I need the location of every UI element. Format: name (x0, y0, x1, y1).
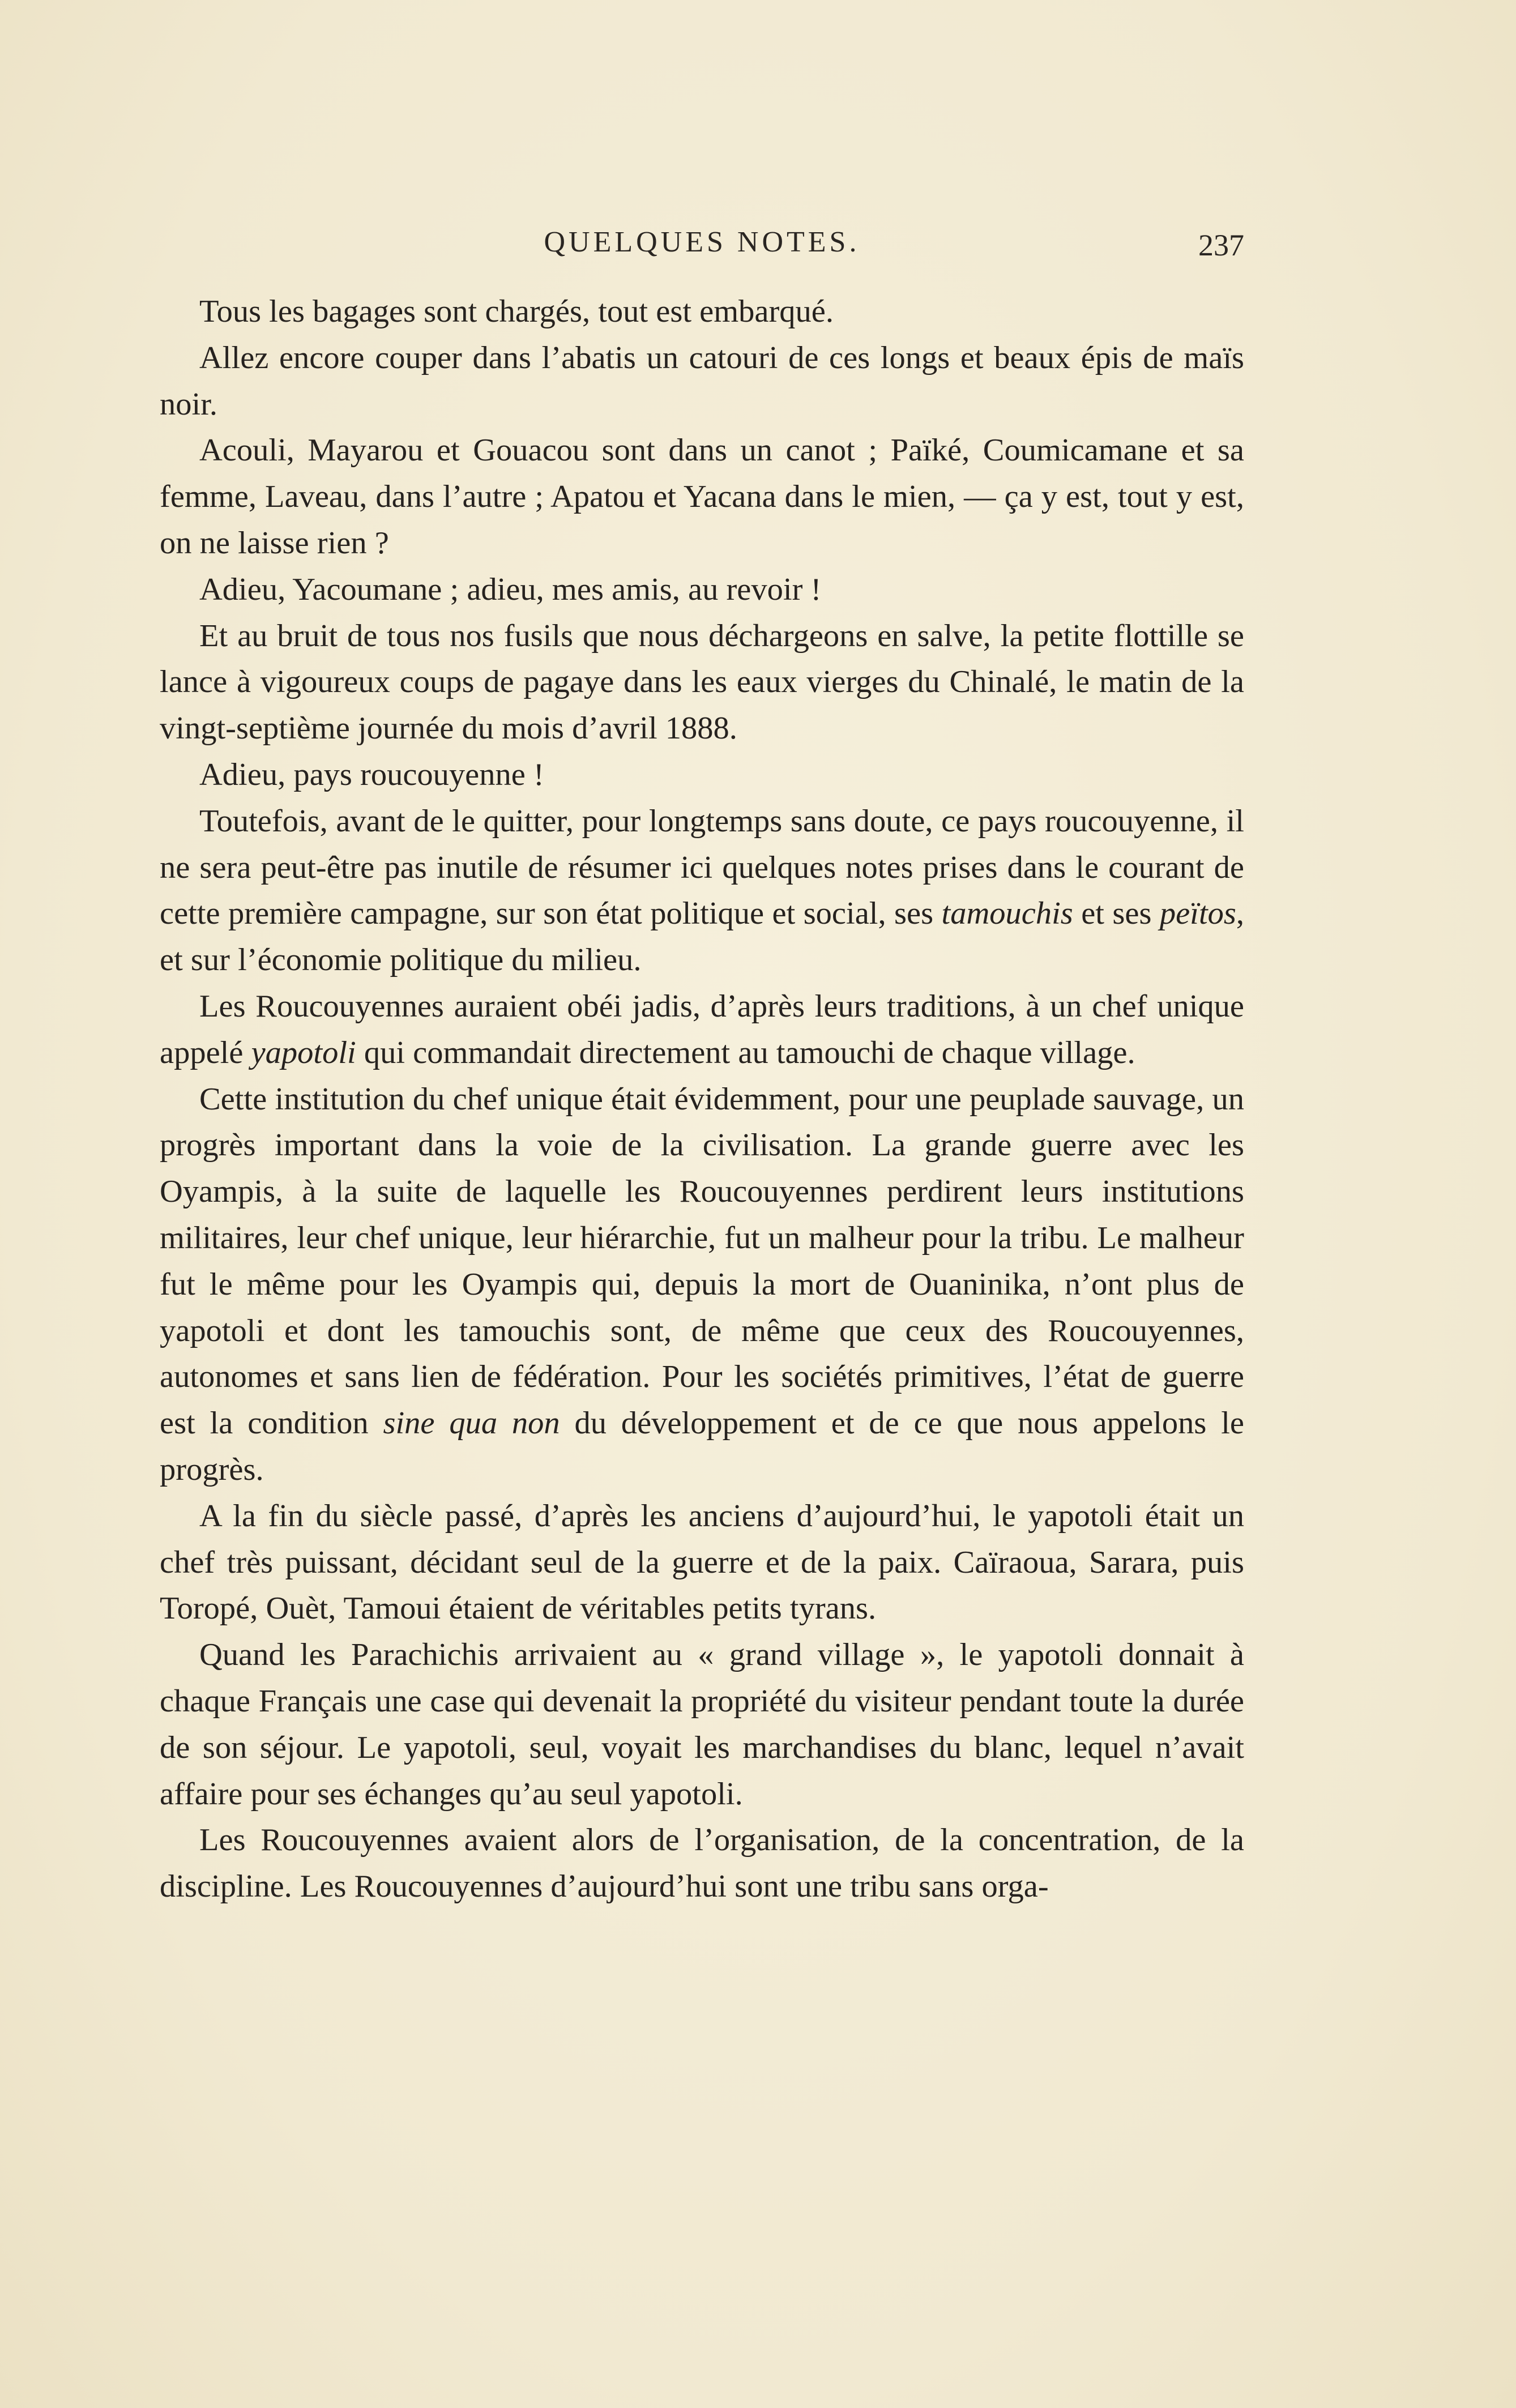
text-run: Acouli, Mayarou et Gouacou sont dans un canot ; Païké, Coumicamane et sa femme, Laveau, dans l’autre ; Apatou et Yacana dans le mien, — ça y est, tout y est, on ne laisse rien ? (160, 433, 1244, 561)
running-title: QUELQUES NOTES. (544, 226, 860, 258)
text-run: Et au bruit de tous nos fusils que nous déchargeons en salve, la petite flottille se lance à vigoureux coups de pagaye dans les eaux vierges du Chinalé, le matin de la vingt-septième journée du mois d’avril 1888. (160, 618, 1244, 746)
running-head (160, 225, 1244, 271)
paragraph (160, 1632, 1244, 1817)
paragraph (160, 289, 1244, 335)
paragraph (160, 567, 1244, 613)
paragraph (160, 752, 1244, 799)
text-run: Adieu, pays roucouyenne ! (199, 757, 544, 792)
italic-term: yapotoli (251, 1035, 356, 1070)
text-run: A la fin du siècle passé, d’après les anciens d’aujourd’hui, le yapotoli était un chef très puissant, décidant seul de la guerre et de la paix. Caïraoua, Sarara, puis Toropé, Ouèt, Tamoui étaient de véritables petits tyrans. (160, 1498, 1244, 1626)
text-run: Tous les bagages sont chargés, tout est embarqué. (199, 294, 834, 329)
text-run: qui commandait directement au tamouchi de chaque village. (356, 1035, 1135, 1070)
text-run: Allez encore couper dans l’abatis un catouri de ces longs et beaux épis de maïs noir. (160, 340, 1244, 422)
paragraph (160, 335, 1244, 428)
page-number: 237 (1198, 228, 1244, 262)
text-run: du développement et de ce que nous appelons le progrès. (160, 1406, 1244, 1487)
italic-term: peïtos (1159, 896, 1236, 932)
text-run: Cette institution du chef unique était évidemment, pour une peuplade sauvage, un progrès important dans la voie de la civilisation. La grande guerre avec les Oyampis, à la suite de laquelle les Roucouyennes perdirent leurs institutions militaires, leur chef unique, leur hiérarchie, fut un malheur pour la tribu. Le malheur fut le même pour les Oyampis qui, depuis la mort de Ouaninika, n’ont plus de yapotoli et dont les tamouchis sont, de même que ceux des Roucouyennes, autonomes et sans lien de fédération. Pour les sociétés primitives, l’état de guerre est la condition (160, 1081, 1244, 1441)
text-run: , et sur l’économie politique du milieu. (160, 896, 1245, 978)
text-run: Quand les Parachichis arrivaient au « grand village », le yapotoli donnait à chaque Français une case qui devenait la propriété du visiteur pendant toute la durée de son séjour. Le yapotoli, seul, voyait les marchandises du blanc, lequel n’avait affaire pour ses échanges qu’au seul yapotoli. (160, 1637, 1244, 1812)
paragraph (160, 1817, 1244, 1910)
text-run: et ses (1073, 896, 1160, 932)
italic-term: tamouchis (941, 896, 1073, 932)
paragraph (160, 1077, 1244, 1493)
paragraph (160, 799, 1244, 984)
text-run: Les Roucouyennes avaient alors de l’organisation, de la concentration, de la discipline. Les Roucouyennes d’aujourd’hui sont une tribu sans orga- (160, 1822, 1244, 1905)
paragraph (160, 428, 1244, 566)
text-run: Les Roucouyennes auraient obéi jadis, d’après leurs traditions, à un chef unique appelé (160, 988, 1244, 1070)
paragraph (160, 1493, 1244, 1632)
body-text (160, 289, 1244, 1910)
paragraph (160, 613, 1244, 752)
text-run: Adieu, Yacoumane ; adieu, mes amis, au revoir ! (199, 571, 822, 607)
italic-term: sine qua non (383, 1406, 560, 1441)
text-run: Toutefois, avant de le quitter, pour longtemps sans doute, ce pays roucouyenne, il ne sera peut-être pas inutile de résumer ici quelques notes prises dans le courant de cette première campagne, sur son état politique et social, ses (160, 803, 1244, 932)
paragraph (160, 984, 1244, 1077)
